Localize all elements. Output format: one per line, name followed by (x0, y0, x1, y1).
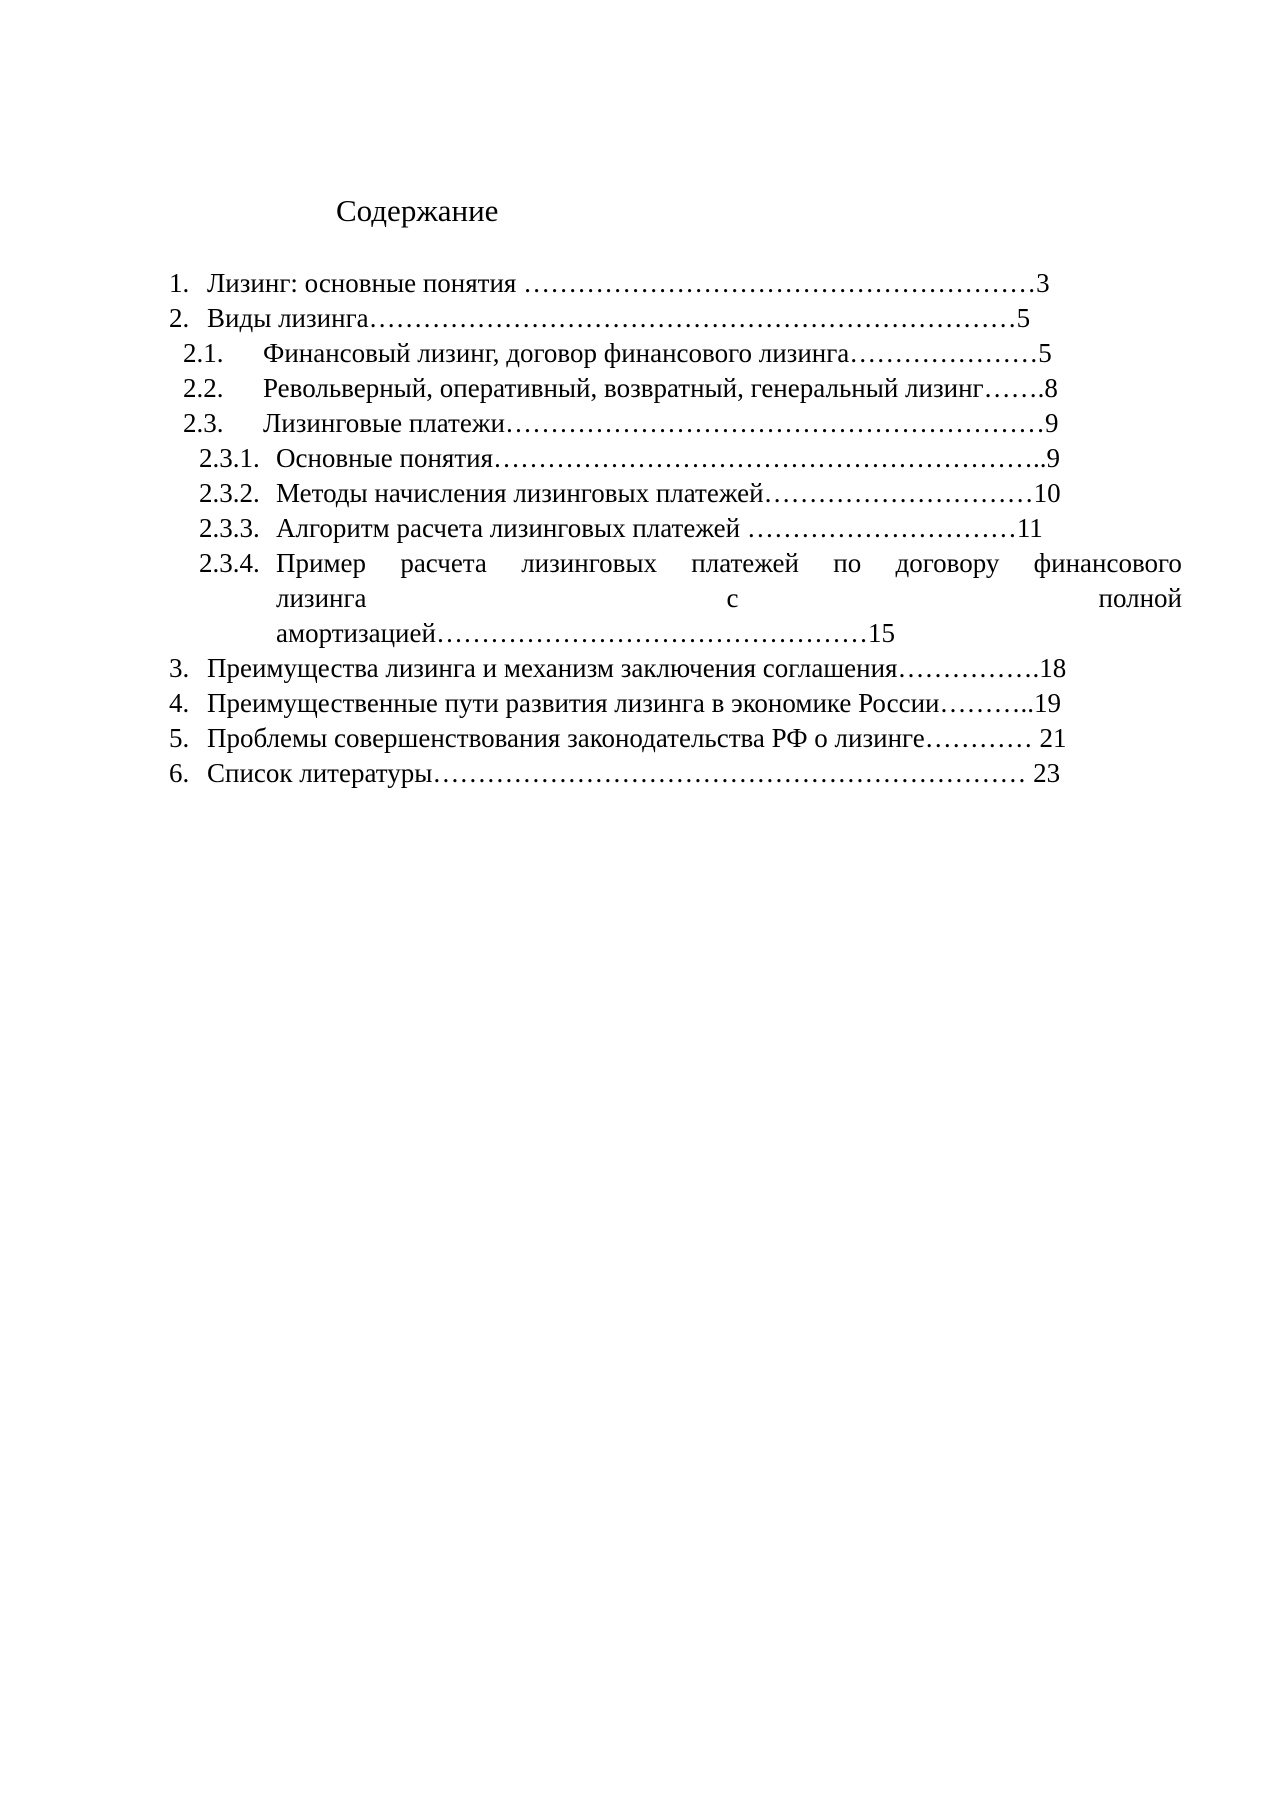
toc-entry-text: Лизинговые платежи……………………………………………………9 (263, 408, 1059, 438)
toc-entry-number: 4. (169, 688, 190, 718)
toc-word: по (833, 548, 862, 578)
toc-entry-2 (169, 301, 1189, 335)
toc-entry-number: 2.3.3. (199, 513, 260, 543)
toc-entry-2-3-1 (199, 441, 1189, 475)
toc-entry-number: 2. (169, 303, 190, 333)
toc-entry-text: Список литературы………………………………………………………… 23 (207, 758, 1061, 788)
toc-entry-2-1 (183, 336, 1189, 370)
toc-entry-number: 2.3. (183, 408, 224, 438)
toc-word: лизинговых (521, 548, 657, 578)
toc-entry-text: Револьверный, оперативный, возвратный, генеральный лизинг…….8 (263, 373, 1058, 403)
toc-entry-number: 2.1. (183, 338, 224, 368)
toc-entry-number: 3. (169, 653, 190, 683)
toc-entry-text-line-3: амортизацией…………………………………………15 (276, 618, 895, 648)
toc-entry-5 (169, 721, 1189, 755)
toc-word: полной (1098, 583, 1182, 613)
toc-entry-text: Проблемы совершенствования законодательства РФ о лизинге………… 21 (207, 723, 1067, 753)
toc-entry-number: 6. (169, 758, 190, 788)
toc-word: с (726, 583, 739, 613)
toc-word: платежей (691, 548, 799, 578)
toc-entry-number: 2.2. (183, 373, 224, 403)
toc-entry-2-2 (183, 371, 1189, 405)
toc-entry-number: 5. (169, 723, 190, 753)
toc-word: Пример (276, 548, 367, 578)
toc-word: договору (895, 548, 1000, 578)
toc-word: расчета (400, 548, 487, 578)
toc-entry-text-line-2 (276, 581, 1182, 615)
toc-entry-text: Преимущества лизинга и механизм заключения соглашения…………….18 (207, 653, 1067, 683)
toc-entry-number: 2.3.4. (199, 548, 260, 578)
toc-entry-text: Преимущественные пути развития лизинга в экономике России………..19 (207, 688, 1061, 718)
toc-entry-text: Основные понятия……………………………………………………..9 (276, 443, 1060, 473)
toc-entry-text: Виды лизинга………………………………………………………………5 (207, 303, 1031, 333)
toc-entry-4 (169, 686, 1189, 720)
toc-entry-6 (169, 756, 1189, 790)
toc-entry-number: 1. (169, 268, 190, 298)
toc-entry-2-3-3 (199, 511, 1189, 545)
toc-entry-3 (169, 651, 1189, 685)
toc-entry-text: Лизинг: основные понятия …………………………………………………3 (207, 268, 1050, 298)
toc-word: финансового (1033, 548, 1182, 578)
toc-entry-number: 2.3.1. (199, 443, 260, 473)
toc-entry-2-3-4 (199, 546, 1189, 650)
toc-entry-2-3 (183, 406, 1189, 440)
toc-entry-text-line-1 (276, 546, 1182, 580)
toc-entry-text: Методы начисления лизинговых платежей…………………………10 (276, 478, 1061, 508)
toc-entry-number: 2.3.2. (199, 478, 260, 508)
toc-word: лизинга (276, 583, 367, 613)
toc-entry-text: Финансовый лизинг, договор финансового лизинга…………………5 (263, 338, 1052, 368)
toc-title: Содержание (336, 193, 499, 228)
toc-entry-2-3-2 (199, 476, 1189, 510)
toc-entry-1 (169, 266, 1189, 300)
toc-entry-text: Алгоритм расчета лизинговых платежей …………………………11 (276, 513, 1043, 543)
